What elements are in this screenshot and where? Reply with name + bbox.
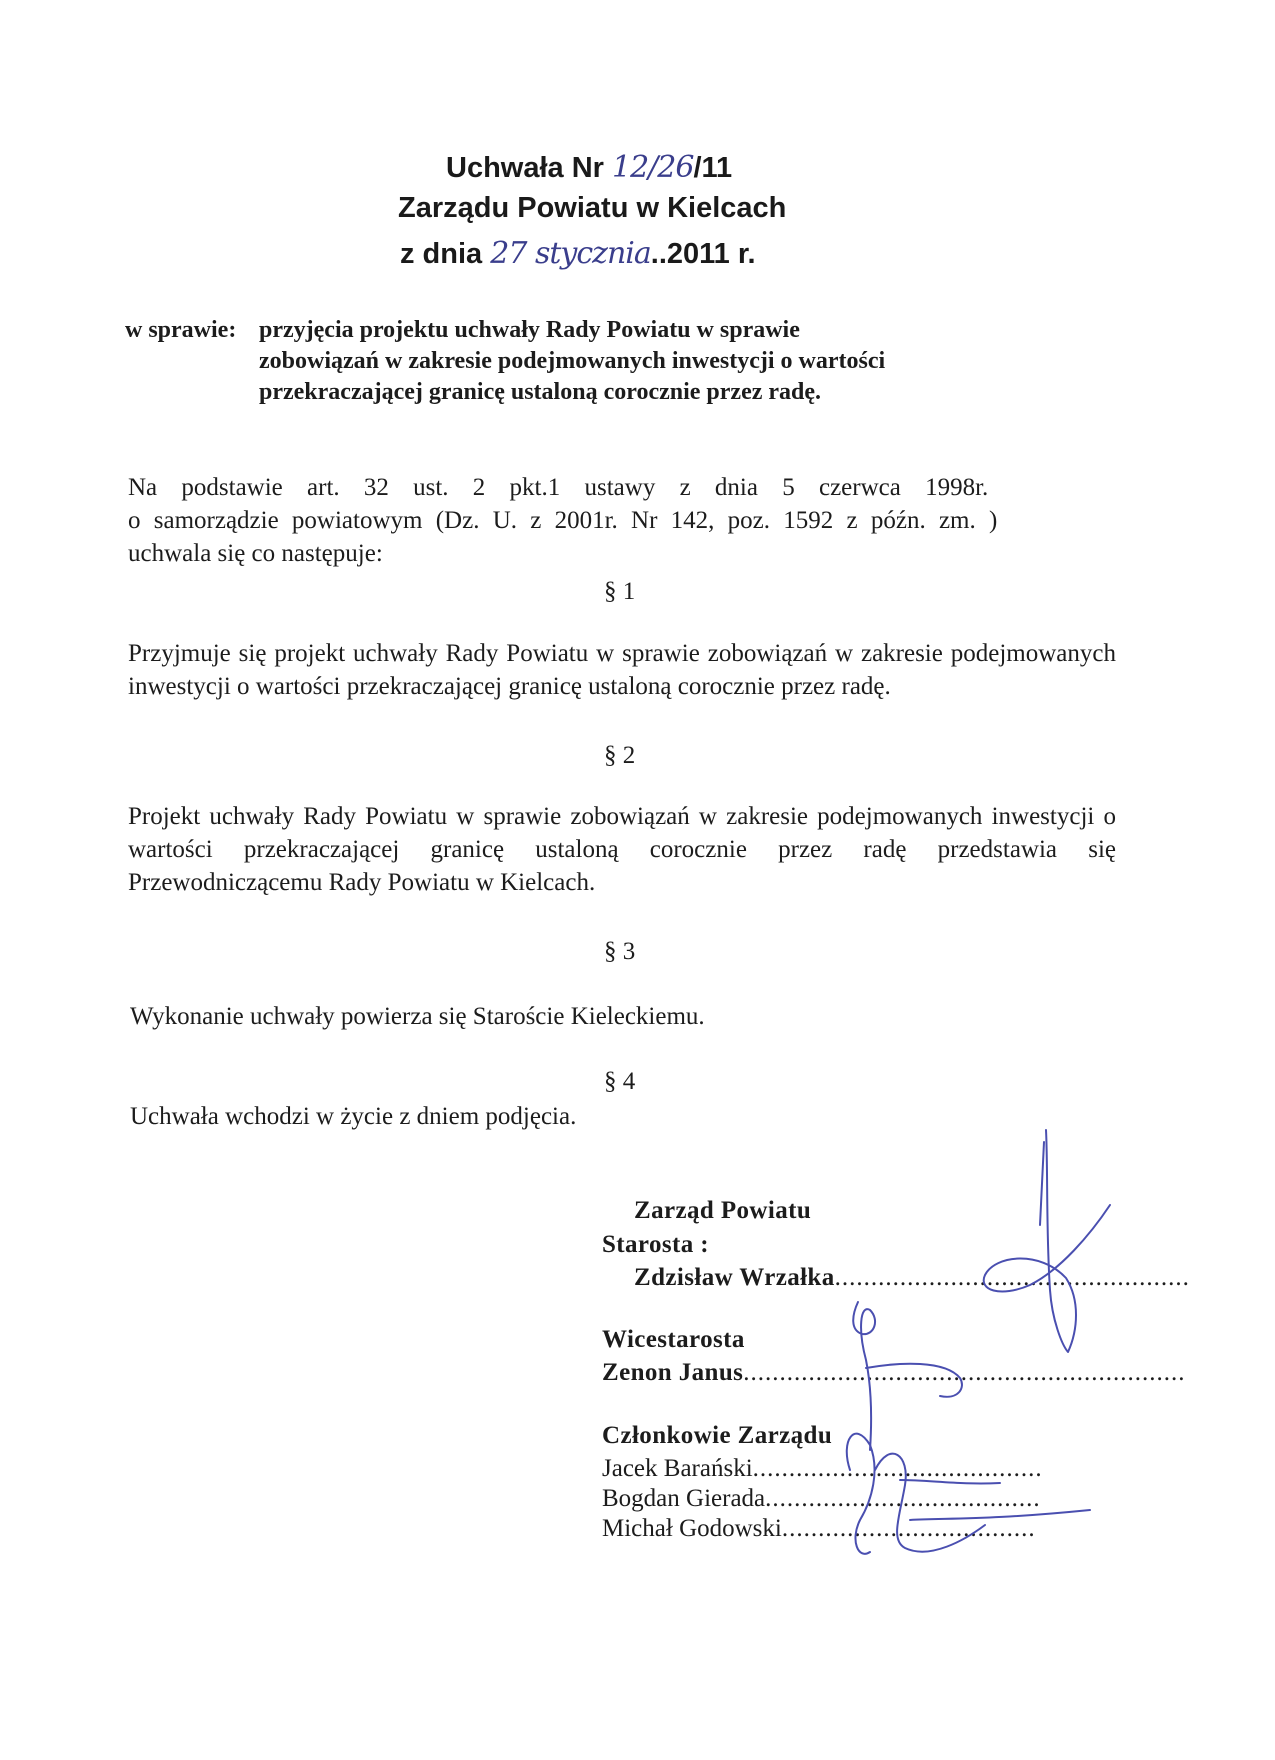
subject-label: w sprawie: bbox=[125, 317, 237, 343]
member-name: Jacek Barański bbox=[602, 1455, 753, 1482]
member-signature-line bbox=[602, 1514, 1036, 1544]
starosta-name: Zdzisław Wrzałka bbox=[634, 1264, 835, 1291]
signature-leader: ........................................ bbox=[752, 1455, 1043, 1482]
date-line: z dnia 27 stycznia..2011 r. bbox=[400, 236, 756, 271]
signature-leader: ................................... bbox=[781, 1515, 1036, 1542]
member-signature-line bbox=[602, 1484, 1041, 1514]
section-2-heading: § 2 bbox=[604, 742, 636, 769]
member-name: Bogdan Gierada bbox=[602, 1485, 766, 1512]
section-2-text: Projekt uchwały Rady Powiatu w sprawie zobowiązań w zakresie podejmowanych inwestycji o wartości przekraczającej granicę ustaloną corocznie przez radę przedstawia się Przewodniczącemu Rady Powiatu w Kielcach. bbox=[128, 803, 1116, 896]
section-4-heading: § 4 bbox=[604, 1068, 636, 1095]
resolution-number-line: Uchwała Nr 12/26/11 bbox=[446, 150, 733, 185]
legal-basis bbox=[128, 471, 1116, 570]
legal-basis-line-2: o samorządzie powiatowym (Dz. U. z 2001r. Nr 142, poz. 1592 z późn. zm. ) bbox=[128, 507, 998, 534]
vice-starosta-name: Zenon Janus bbox=[602, 1359, 744, 1386]
issuing-body-line: Zarządu Powiatu w Kielcach bbox=[398, 192, 787, 224]
section-1-heading: § 1 bbox=[604, 578, 636, 605]
member-name: Michał Godowski bbox=[602, 1515, 782, 1542]
board-title: Zarząd Powiatu bbox=[634, 1197, 812, 1224]
legal-basis-line-1: Na podstawie art. 32 ust. 2 pkt.1 ustawy z dnia 5 czerwca 1998r. bbox=[128, 474, 989, 501]
vice-starosta-title: Wicestarosta bbox=[602, 1326, 745, 1353]
member-signature-line bbox=[602, 1454, 1043, 1484]
subject-line-3: przekraczającej granicę ustaloną corocznie przez radę. bbox=[259, 379, 822, 405]
starosta-signature bbox=[984, 1130, 1110, 1352]
handwritten-date: 27 stycznia bbox=[490, 236, 651, 271]
legal-basis-line-3: uchwala się co następuje: bbox=[128, 540, 383, 567]
board-members-title: Członkowie Zarządu bbox=[602, 1422, 833, 1449]
section-3-text: Wykonanie uchwały powierza się Staroście Kieleckiemu. bbox=[130, 1003, 705, 1030]
section-1-text: Przyjmuje się projekt uchwały Rady Powiatu w sprawie zobowiązań w zakresie podejmowanych inwestycji o wartości przekraczającej granicę ustaloną corocznie przez radę. bbox=[128, 640, 1116, 700]
subject-line-1: przyjęcia projektu uchwały Rady Powiatu w sprawie bbox=[259, 317, 800, 343]
vice-starosta-signature-line bbox=[602, 1358, 1186, 1388]
signature-leader: ............................................................. bbox=[743, 1359, 1186, 1386]
starosta-signature-line bbox=[634, 1263, 1190, 1293]
section-3-heading: § 3 bbox=[604, 938, 636, 965]
section-4-text: Uchwała wchodzi w życie z dniem podjęcia. bbox=[130, 1103, 577, 1130]
starosta-title: Starosta : bbox=[602, 1231, 710, 1258]
subject-line-2: zobowiązań w zakresie podejmowanych inwestycji o wartości bbox=[259, 348, 886, 374]
signature-leader: ...................................... bbox=[765, 1485, 1041, 1512]
handwritten-resolution-number: 12/26 bbox=[612, 150, 694, 185]
signature-leader: ................................................. bbox=[834, 1264, 1190, 1291]
